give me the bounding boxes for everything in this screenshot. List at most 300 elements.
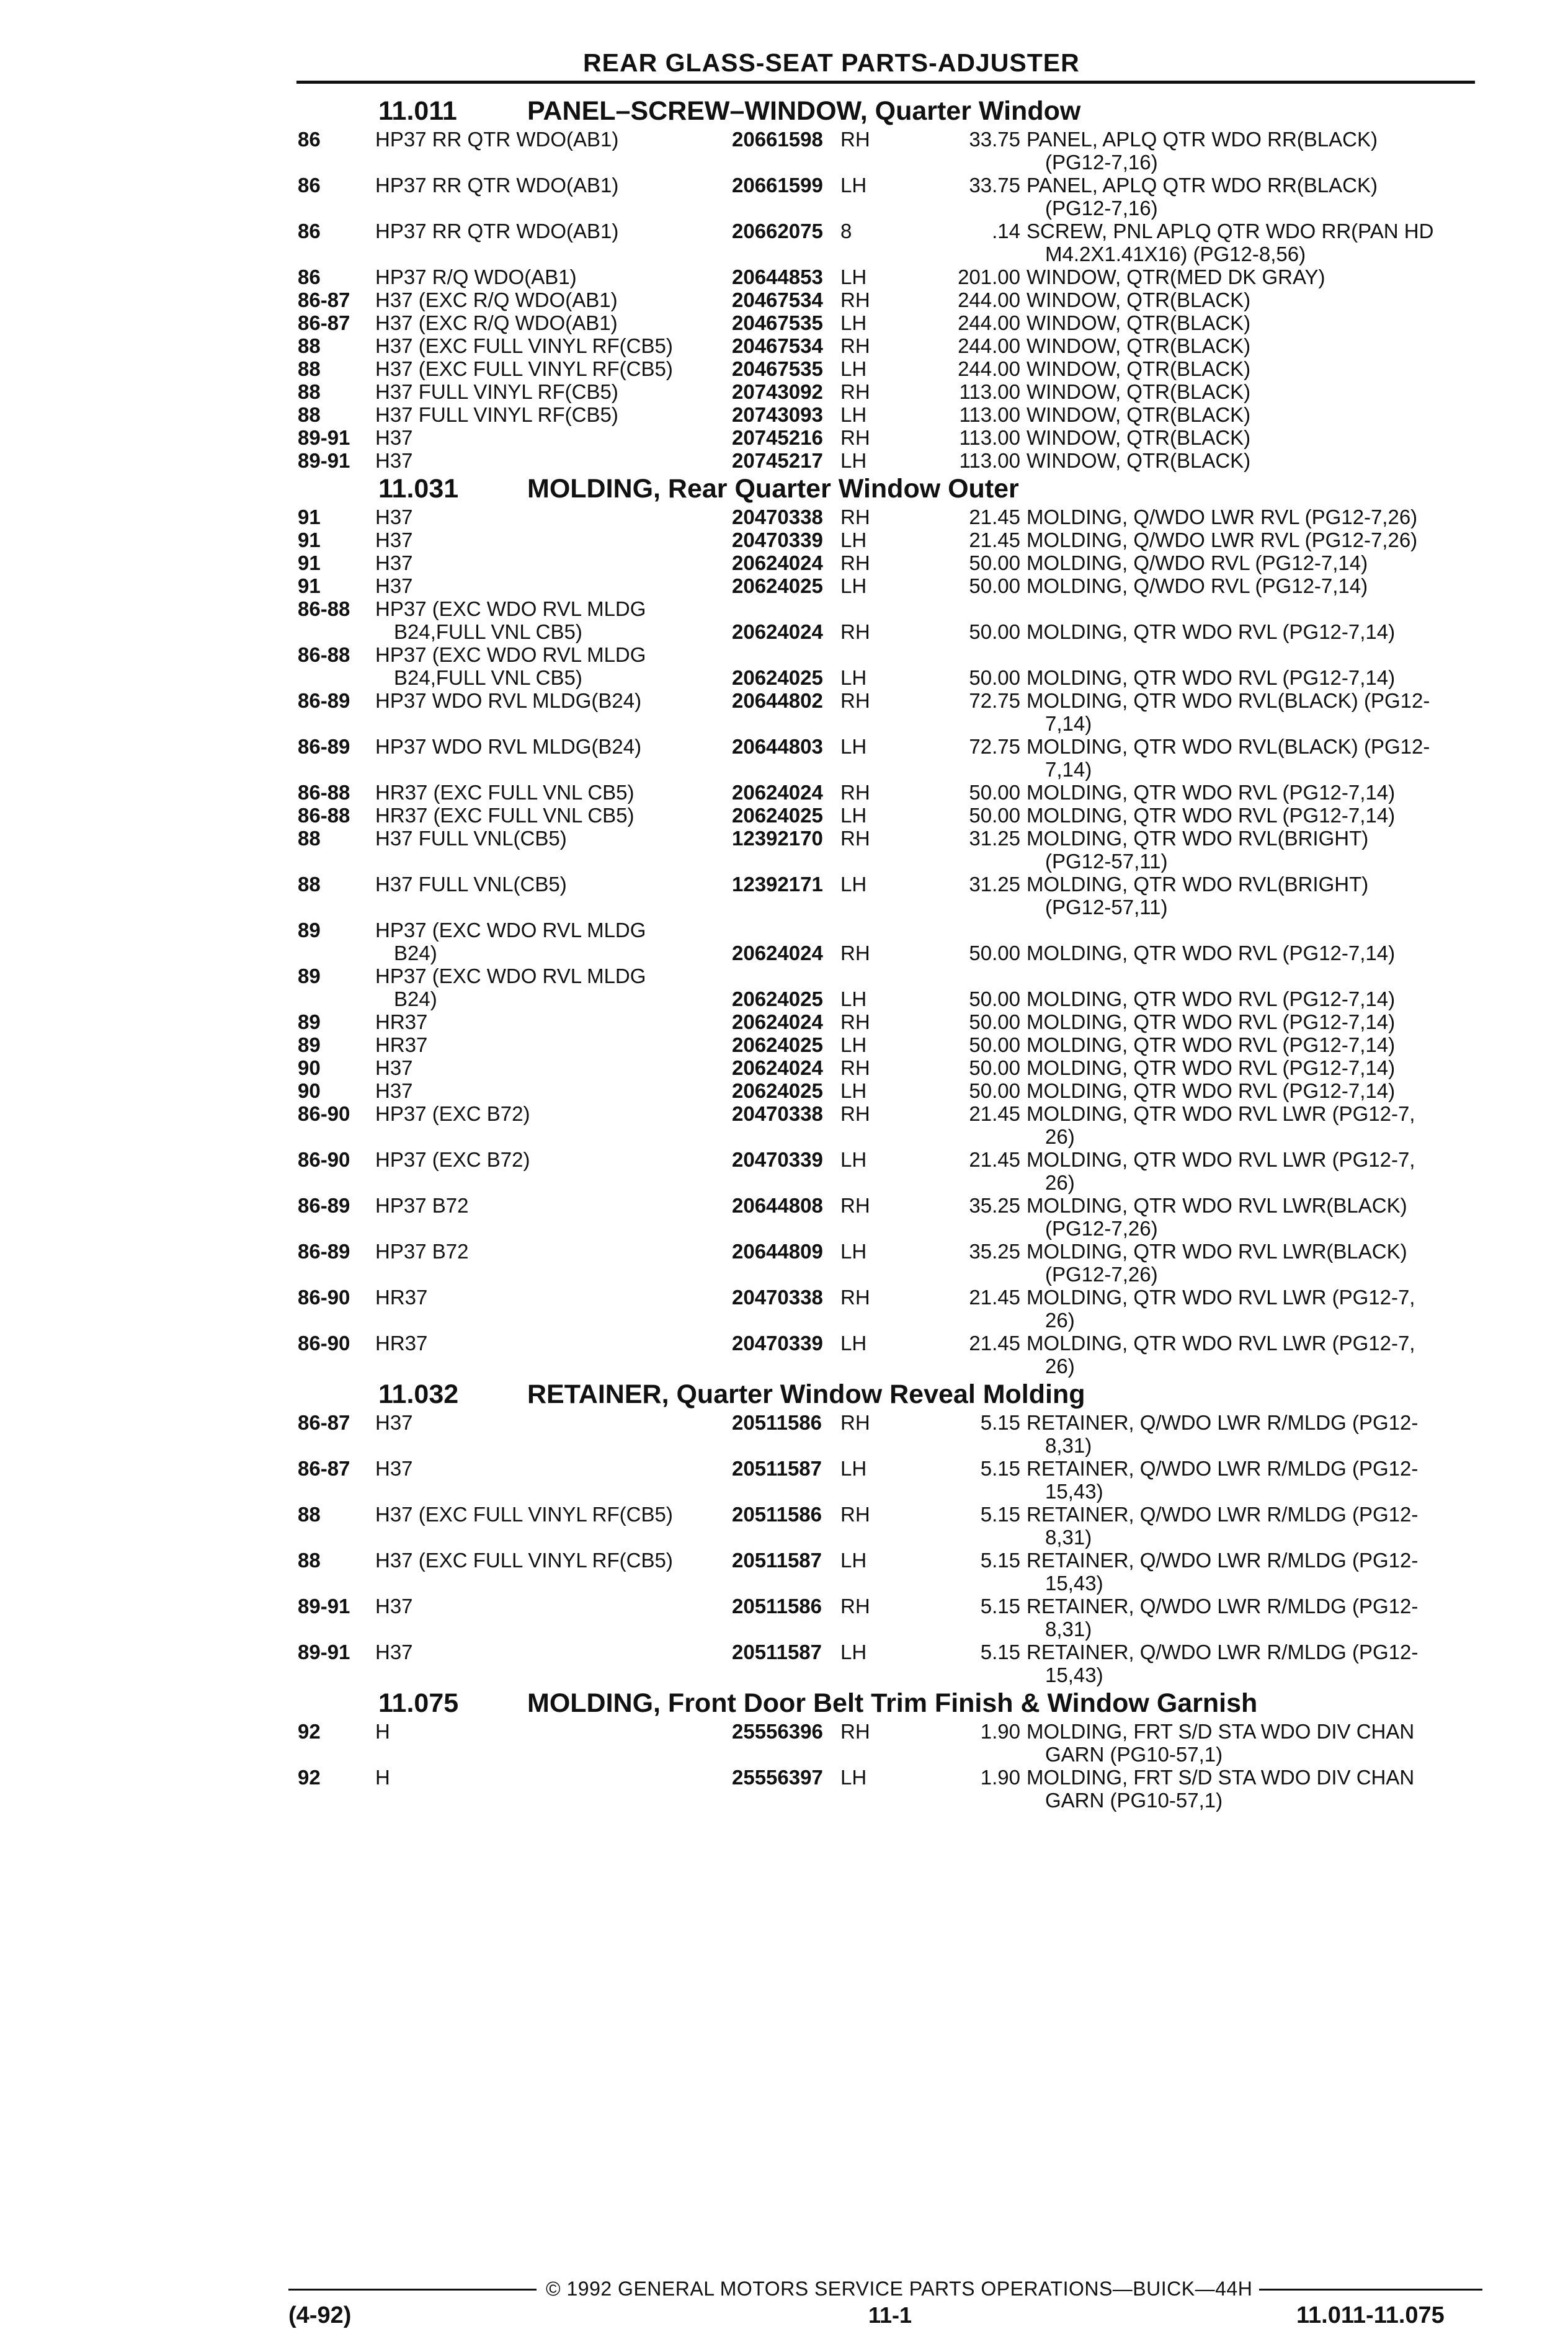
part-description-continued: 15,43) xyxy=(1045,1572,1103,1595)
part-description-continued: 8,31) xyxy=(1045,1526,1092,1549)
model-code: H37 (EXC R/Q WDO(AB1) xyxy=(375,288,618,311)
model-year: 86-88 xyxy=(298,597,350,620)
model-year: 88 xyxy=(298,873,321,896)
price: 50.00 xyxy=(969,551,1020,574)
part-row xyxy=(292,804,1489,827)
part-number: 20644802 xyxy=(732,689,823,712)
model-code: H37 xyxy=(375,574,413,597)
model-code: H37 xyxy=(375,1641,413,1663)
price: 50.00 xyxy=(969,781,1020,804)
part-description: WINDOW, QTR(BLACK) xyxy=(1027,334,1251,357)
price: 35.25 xyxy=(969,1240,1020,1263)
model-year: 89 xyxy=(298,919,321,942)
price: 50.00 xyxy=(969,666,1020,689)
model-code: HP37 B72 xyxy=(375,1194,469,1217)
model-code: H37 xyxy=(375,426,413,449)
model-code: HP37 (EXC B72) xyxy=(375,1148,530,1171)
part-number: 20624025 xyxy=(732,1079,823,1102)
part-number: 20624024 xyxy=(732,1056,823,1079)
model-code: H37 FULL VINYL RF(CB5) xyxy=(375,403,618,426)
section-number: 11.032 xyxy=(378,1379,459,1409)
quantity-side: LH xyxy=(840,1766,867,1789)
part-number: 20467534 xyxy=(732,288,823,311)
part-description: RETAINER, Q/WDO LWR R/MLDG (PG12- xyxy=(1027,1457,1419,1480)
model-code: H37 FULL VINYL RF(CB5) xyxy=(375,380,618,403)
part-number: 20624025 xyxy=(732,574,823,597)
model-code-continued: B24) xyxy=(394,942,437,964)
part-description: WINDOW, QTR(BLACK) xyxy=(1027,403,1251,426)
part-description: MOLDING, Q/WDO RVL (PG12-7,14) xyxy=(1027,574,1368,597)
quantity-side: RH xyxy=(840,288,870,311)
part-description: MOLDING, QTR WDO RVL(BLACK) (PG12- xyxy=(1027,689,1430,712)
part-row xyxy=(292,505,1489,528)
model-year: 88 xyxy=(298,1503,321,1526)
model-year: 91 xyxy=(298,551,321,574)
model-year: 86 xyxy=(298,128,321,151)
model-code: HP37 R/Q WDO(AB1) xyxy=(375,265,577,288)
part-description: SCREW, PNL APLQ QTR WDO RR(PAN HD xyxy=(1027,220,1434,243)
section-number: 11.075 xyxy=(378,1688,459,1718)
footer-rule-right xyxy=(1259,2289,1482,2291)
quantity-side: LH xyxy=(840,1457,867,1480)
price: 33.75 xyxy=(969,174,1020,197)
model-year: 88 xyxy=(298,1549,321,1572)
part-description-continued: 26) xyxy=(1045,1309,1075,1332)
model-year: 89-91 xyxy=(298,1641,350,1663)
model-code: H xyxy=(375,1766,390,1789)
quantity-side: RH xyxy=(840,781,870,804)
section-heading xyxy=(292,94,1489,128)
footer-page-number: 11-1 xyxy=(868,2302,912,2328)
model-code: H37 (EXC R/Q WDO(AB1) xyxy=(375,311,618,334)
part-description-continued: 26) xyxy=(1045,1355,1075,1378)
model-code: H37 xyxy=(375,505,413,528)
model-year: 86-88 xyxy=(298,643,350,666)
model-year: 89 xyxy=(298,964,321,987)
part-description: MOLDING, QTR WDO RVL (PG12-7,14) xyxy=(1027,804,1396,827)
model-year: 86-89 xyxy=(298,1240,350,1263)
model-year: 91 xyxy=(298,528,321,551)
price: 201.00 xyxy=(958,265,1020,288)
quantity-side: LH xyxy=(840,1641,867,1663)
quantity-side: LH xyxy=(840,804,867,827)
quantity-side: RH xyxy=(840,1595,870,1618)
part-description: MOLDING, QTR WDO RVL (PG12-7,14) xyxy=(1027,987,1396,1010)
quantity-side: RH xyxy=(840,334,870,357)
quantity-side: LH xyxy=(840,1033,867,1056)
model-year: 86-89 xyxy=(298,1194,350,1217)
quantity-side: LH xyxy=(840,1332,867,1355)
model-code: HP37 RR QTR WDO(AB1) xyxy=(375,128,619,151)
price: 5.15 xyxy=(980,1595,1020,1618)
price: 244.00 xyxy=(958,288,1020,311)
model-year: 86-89 xyxy=(298,735,350,758)
part-number: 20644853 xyxy=(732,265,823,288)
price: 50.00 xyxy=(969,987,1020,1010)
part-number: 20644808 xyxy=(732,1194,823,1217)
part-number: 20511587 xyxy=(732,1549,822,1572)
section-title: MOLDING, Rear Quarter Window Outer xyxy=(527,474,1019,504)
price: 35.25 xyxy=(969,1194,1020,1217)
parts-listing xyxy=(292,94,1489,1812)
part-number: 20470339 xyxy=(732,1332,823,1355)
model-code: HP37 (EXC WDO RVL MLDG xyxy=(375,597,646,620)
model-year: 92 xyxy=(298,1766,321,1789)
quantity-side: LH xyxy=(840,265,867,288)
quantity-side: LH xyxy=(840,987,867,1010)
price: 1.90 xyxy=(980,1766,1020,1789)
model-year: 89-91 xyxy=(298,426,350,449)
part-number: 20511586 xyxy=(732,1411,822,1434)
model-year: 86-87 xyxy=(298,1457,350,1480)
quantity-side: RH xyxy=(840,551,870,574)
part-description: MOLDING, QTR WDO RVL LWR(BLACK) xyxy=(1027,1194,1407,1217)
part-description: WINDOW, QTR(BLACK) xyxy=(1027,380,1251,403)
part-row xyxy=(292,1010,1489,1033)
part-row xyxy=(292,288,1489,311)
part-number: 20624025 xyxy=(732,666,823,689)
quantity-side: RH xyxy=(840,689,870,712)
part-description: WINDOW, QTR(BLACK) xyxy=(1027,288,1251,311)
part-row xyxy=(292,1194,1489,1240)
price: 33.75 xyxy=(969,128,1020,151)
model-year: 88 xyxy=(298,827,321,850)
price: 5.15 xyxy=(980,1641,1020,1663)
part-description: MOLDING, QTR WDO RVL (PG12-7,14) xyxy=(1027,1056,1396,1079)
quantity-side: LH xyxy=(840,1079,867,1102)
section-title: PANEL–SCREW–WINDOW, Quarter Window xyxy=(527,96,1081,126)
model-year: 92 xyxy=(298,1720,321,1743)
part-description-continued: 7,14) xyxy=(1045,758,1092,781)
part-description-continued: GARN (PG10-57,1) xyxy=(1045,1743,1223,1766)
model-year: 86-90 xyxy=(298,1102,350,1125)
part-number: 25556397 xyxy=(732,1766,823,1789)
model-year: 88 xyxy=(298,403,321,426)
part-row xyxy=(292,1056,1489,1079)
part-number: 20624024 xyxy=(732,620,823,643)
price: 113.00 xyxy=(959,403,1020,426)
part-number: 20470338 xyxy=(732,1102,823,1125)
model-code: H37 xyxy=(375,1079,413,1102)
part-number: 20661598 xyxy=(732,128,823,151)
model-year: 86-88 xyxy=(298,781,350,804)
part-row xyxy=(292,827,1489,873)
model-code: HP37 (EXC WDO RVL MLDG xyxy=(375,919,646,942)
part-description: RETAINER, Q/WDO LWR R/MLDG (PG12- xyxy=(1027,1503,1419,1526)
part-number: 20624025 xyxy=(732,987,823,1010)
part-row xyxy=(292,919,1489,964)
price: 21.45 xyxy=(969,1286,1020,1309)
model-year: 86-89 xyxy=(298,689,350,712)
part-number: 20467535 xyxy=(732,311,823,334)
section-heading xyxy=(292,1686,1489,1720)
part-description: MOLDING, QTR WDO RVL (PG12-7,14) xyxy=(1027,781,1396,804)
model-code: HR37 (EXC FULL VNL CB5) xyxy=(375,781,635,804)
model-year: 89 xyxy=(298,1010,321,1033)
model-year: 86-90 xyxy=(298,1332,350,1355)
part-description: MOLDING, QTR WDO RVL LWR (PG12-7, xyxy=(1027,1148,1415,1171)
part-row xyxy=(292,597,1489,643)
quantity-side: RH xyxy=(840,827,870,850)
part-row xyxy=(292,689,1489,735)
model-code: H xyxy=(375,1720,390,1743)
part-description: PANEL, APLQ QTR WDO RR(BLACK) xyxy=(1027,174,1378,197)
part-number: 20470339 xyxy=(732,1148,823,1171)
part-description: RETAINER, Q/WDO LWR R/MLDG (PG12- xyxy=(1027,1411,1419,1434)
part-description: PANEL, APLQ QTR WDO RR(BLACK) xyxy=(1027,128,1378,151)
quantity-side: LH xyxy=(840,1148,867,1171)
price: .14 xyxy=(992,220,1020,243)
part-row xyxy=(292,357,1489,380)
part-number: 25556396 xyxy=(732,1720,823,1743)
part-row xyxy=(292,449,1489,472)
price: 244.00 xyxy=(958,311,1020,334)
model-year: 88 xyxy=(298,334,321,357)
part-number: 20624025 xyxy=(732,804,823,827)
price: 244.00 xyxy=(958,357,1020,380)
model-code: H37 FULL VNL(CB5) xyxy=(375,873,567,896)
part-row xyxy=(292,1148,1489,1194)
price: 21.45 xyxy=(969,505,1020,528)
price: 244.00 xyxy=(958,334,1020,357)
price: 113.00 xyxy=(959,449,1020,472)
price: 50.00 xyxy=(969,942,1020,964)
model-code: HP37 (EXC B72) xyxy=(375,1102,530,1125)
part-description: MOLDING, QTR WDO RVL LWR(BLACK) xyxy=(1027,1240,1407,1263)
part-number: 20470338 xyxy=(732,505,823,528)
part-row xyxy=(292,964,1489,1010)
part-number: 20745216 xyxy=(732,426,823,449)
part-row xyxy=(292,380,1489,403)
part-number: 20624024 xyxy=(732,551,823,574)
section-number: 11.011 xyxy=(378,96,457,126)
part-description: MOLDING, QTR WDO RVL (PG12-7,14) xyxy=(1027,620,1396,643)
quantity-side: LH xyxy=(840,311,867,334)
part-description: WINDOW, QTR(MED DK GRAY) xyxy=(1027,265,1325,288)
model-code: HR37 xyxy=(375,1286,428,1309)
part-row xyxy=(292,873,1489,919)
model-year: 89 xyxy=(298,1033,321,1056)
quantity-side: LH xyxy=(840,873,867,896)
part-description-continued: 8,31) xyxy=(1045,1618,1092,1641)
part-number: 20511586 xyxy=(732,1503,822,1526)
part-number: 20624025 xyxy=(732,1033,823,1056)
model-code: H37 (EXC FULL VINYL RF(CB5) xyxy=(375,357,673,380)
part-description: MOLDING, QTR WDO RVL (PG12-7,14) xyxy=(1027,666,1396,689)
model-code: H37 FULL VNL(CB5) xyxy=(375,827,567,850)
part-description: WINDOW, QTR(BLACK) xyxy=(1027,311,1251,334)
part-number: 20470339 xyxy=(732,528,823,551)
section-heading xyxy=(292,1378,1489,1411)
part-number: 12392171 xyxy=(732,873,823,896)
quantity-side: LH xyxy=(840,735,867,758)
quantity-side: RH xyxy=(840,505,870,528)
part-row xyxy=(292,1033,1489,1056)
section-title: MOLDING, Front Door Belt Trim Finish & Window Garnish xyxy=(527,1688,1258,1718)
part-description-continued: (PG12-57,11) xyxy=(1045,896,1168,919)
price: 50.00 xyxy=(969,1033,1020,1056)
part-description: MOLDING, Q/WDO LWR RVL (PG12-7,26) xyxy=(1027,505,1418,528)
part-row xyxy=(292,265,1489,288)
quantity-side: RH xyxy=(840,1503,870,1526)
model-code: HP37 B72 xyxy=(375,1240,469,1263)
part-number: 20511587 xyxy=(732,1457,822,1480)
part-description: MOLDING, QTR WDO RVL (PG12-7,14) xyxy=(1027,942,1396,964)
model-year: 86 xyxy=(298,174,321,197)
part-description: WINDOW, QTR(BLACK) xyxy=(1027,357,1251,380)
part-number: 20644809 xyxy=(732,1240,823,1263)
model-year: 86-87 xyxy=(298,311,350,334)
part-description-continued: 26) xyxy=(1045,1171,1075,1194)
model-code: H37 xyxy=(375,1595,413,1618)
quantity-side: LH xyxy=(840,357,867,380)
quantity-side: RH xyxy=(840,1720,870,1743)
part-row xyxy=(292,174,1489,220)
model-code: HP37 (EXC WDO RVL MLDG xyxy=(375,964,646,987)
model-code: HR37 xyxy=(375,1332,428,1355)
part-description: RETAINER, Q/WDO LWR R/MLDG (PG12- xyxy=(1027,1595,1419,1618)
model-code: H37 xyxy=(375,551,413,574)
part-row xyxy=(292,1503,1489,1549)
model-code: H37 xyxy=(375,1411,413,1434)
part-row xyxy=(292,1457,1489,1503)
part-row xyxy=(292,735,1489,781)
model-code: HR37 xyxy=(375,1033,428,1056)
part-description-continued: 7,14) xyxy=(1045,712,1092,735)
part-description: MOLDING, Q/WDO LWR RVL (PG12-7,26) xyxy=(1027,528,1418,551)
price: 21.45 xyxy=(969,528,1020,551)
part-row xyxy=(292,1102,1489,1148)
part-description: MOLDING, QTR WDO RVL (PG12-7,14) xyxy=(1027,1079,1396,1102)
model-code: HP37 RR QTR WDO(AB1) xyxy=(375,220,619,243)
model-year: 89-91 xyxy=(298,449,350,472)
part-number: 20511587 xyxy=(732,1641,822,1663)
part-description: WINDOW, QTR(BLACK) xyxy=(1027,426,1251,449)
part-number: 20661599 xyxy=(732,174,823,197)
model-year: 86 xyxy=(298,265,321,288)
footer-date-code: (4-92) xyxy=(288,2302,352,2328)
part-description: MOLDING, QTR WDO RVL(BLACK) (PG12- xyxy=(1027,735,1430,758)
part-row xyxy=(292,403,1489,426)
model-year: 86-87 xyxy=(298,1411,350,1434)
part-number: 20467534 xyxy=(732,334,823,357)
part-row xyxy=(292,334,1489,357)
price: 31.25 xyxy=(969,827,1020,850)
model-code: HP37 WDO RVL MLDG(B24) xyxy=(375,689,642,712)
part-number: 12392170 xyxy=(732,827,823,850)
quantity-side: RH xyxy=(840,1102,870,1125)
model-code: H37 xyxy=(375,1457,413,1480)
part-row xyxy=(292,1079,1489,1102)
price: 72.75 xyxy=(969,689,1020,712)
part-number: 20624024 xyxy=(732,781,823,804)
part-description-continued: M4.2X1.41X16) (PG12-8,56) xyxy=(1045,243,1306,265)
part-row xyxy=(292,128,1489,174)
quantity-side: RH xyxy=(840,1056,870,1079)
model-code: H37 (EXC FULL VINYL RF(CB5) xyxy=(375,1503,673,1526)
model-code-continued: B24,FULL VNL CB5) xyxy=(394,666,582,689)
part-description-continued: 15,43) xyxy=(1045,1480,1103,1503)
quantity-side: RH xyxy=(840,620,870,643)
title-rule xyxy=(296,81,1475,84)
quantity-side: 8 xyxy=(840,220,852,243)
quantity-side: LH xyxy=(840,1240,867,1263)
part-number: 20743093 xyxy=(732,403,823,426)
part-description: WINDOW, QTR(BLACK) xyxy=(1027,449,1251,472)
part-number: 20745217 xyxy=(732,449,823,472)
price: 21.45 xyxy=(969,1332,1020,1355)
part-number: 20467535 xyxy=(732,357,823,380)
part-description: RETAINER, Q/WDO LWR R/MLDG (PG12- xyxy=(1027,1549,1419,1572)
price: 21.45 xyxy=(969,1148,1020,1171)
footer-rule-left xyxy=(288,2289,537,2291)
part-description-continued: (PG12-7,16) xyxy=(1045,197,1158,220)
part-description-continued: (PG12-57,11) xyxy=(1045,850,1168,873)
quantity-side: RH xyxy=(840,1010,870,1033)
quantity-side: LH xyxy=(840,528,867,551)
part-description-continued: 15,43) xyxy=(1045,1663,1103,1686)
model-year: 89-91 xyxy=(298,1595,350,1618)
model-code: H37 (EXC FULL VINYL RF(CB5) xyxy=(375,1549,673,1572)
model-year: 86-90 xyxy=(298,1286,350,1309)
part-row xyxy=(292,1595,1489,1641)
part-number: 20743092 xyxy=(732,380,823,403)
part-row xyxy=(292,643,1489,689)
part-row xyxy=(292,574,1489,597)
price: 31.25 xyxy=(969,873,1020,896)
part-description: MOLDING, QTR WDO RVL (PG12-7,14) xyxy=(1027,1010,1396,1033)
part-row xyxy=(292,528,1489,551)
part-description-continued: (PG12-7,16) xyxy=(1045,151,1158,174)
footer-copyright: © 1992 GENERAL MOTORS SERVICE PARTS OPERATIONS—BUICK—44H xyxy=(546,2278,1253,2300)
part-description-continued: 8,31) xyxy=(1045,1434,1092,1457)
model-code: H37 xyxy=(375,1056,413,1079)
part-description: MOLDING, Q/WDO RVL (PG12-7,14) xyxy=(1027,551,1368,574)
model-year: 90 xyxy=(298,1079,321,1102)
part-description-continued: (PG12-7,26) xyxy=(1045,1217,1158,1240)
model-code: H37 (EXC FULL VINYL RF(CB5) xyxy=(375,334,673,357)
footer-section-range: 11.011-11.075 xyxy=(1296,2302,1445,2328)
part-number: 20662075 xyxy=(732,220,823,243)
price: 5.15 xyxy=(980,1457,1020,1480)
part-row xyxy=(292,426,1489,449)
part-row xyxy=(292,1411,1489,1457)
price: 50.00 xyxy=(969,1056,1020,1079)
quantity-side: RH xyxy=(840,380,870,403)
model-code: H37 xyxy=(375,528,413,551)
part-description: RETAINER, Q/WDO LWR R/MLDG (PG12- xyxy=(1027,1641,1419,1663)
part-description: MOLDING, QTR WDO RVL LWR (PG12-7, xyxy=(1027,1286,1415,1309)
quantity-side: LH xyxy=(840,174,867,197)
part-description: MOLDING, FRT S/D STA WDO DIV CHAN xyxy=(1027,1720,1415,1743)
model-year: 90 xyxy=(298,1056,321,1079)
price: 50.00 xyxy=(969,1010,1020,1033)
quantity-side: RH xyxy=(840,1286,870,1309)
quantity-side: LH xyxy=(840,449,867,472)
price: 5.15 xyxy=(980,1503,1020,1526)
part-row xyxy=(292,1286,1489,1332)
part-row xyxy=(292,1720,1489,1766)
part-number: 20644803 xyxy=(732,735,823,758)
section-heading xyxy=(292,472,1489,505)
part-row xyxy=(292,311,1489,334)
part-description-continued: (PG12-7,26) xyxy=(1045,1263,1158,1286)
quantity-side: RH xyxy=(840,1411,870,1434)
part-row xyxy=(292,1641,1489,1686)
model-year: 88 xyxy=(298,357,321,380)
part-description-continued: GARN (PG10-57,1) xyxy=(1045,1789,1223,1812)
model-year: 86 xyxy=(298,220,321,243)
